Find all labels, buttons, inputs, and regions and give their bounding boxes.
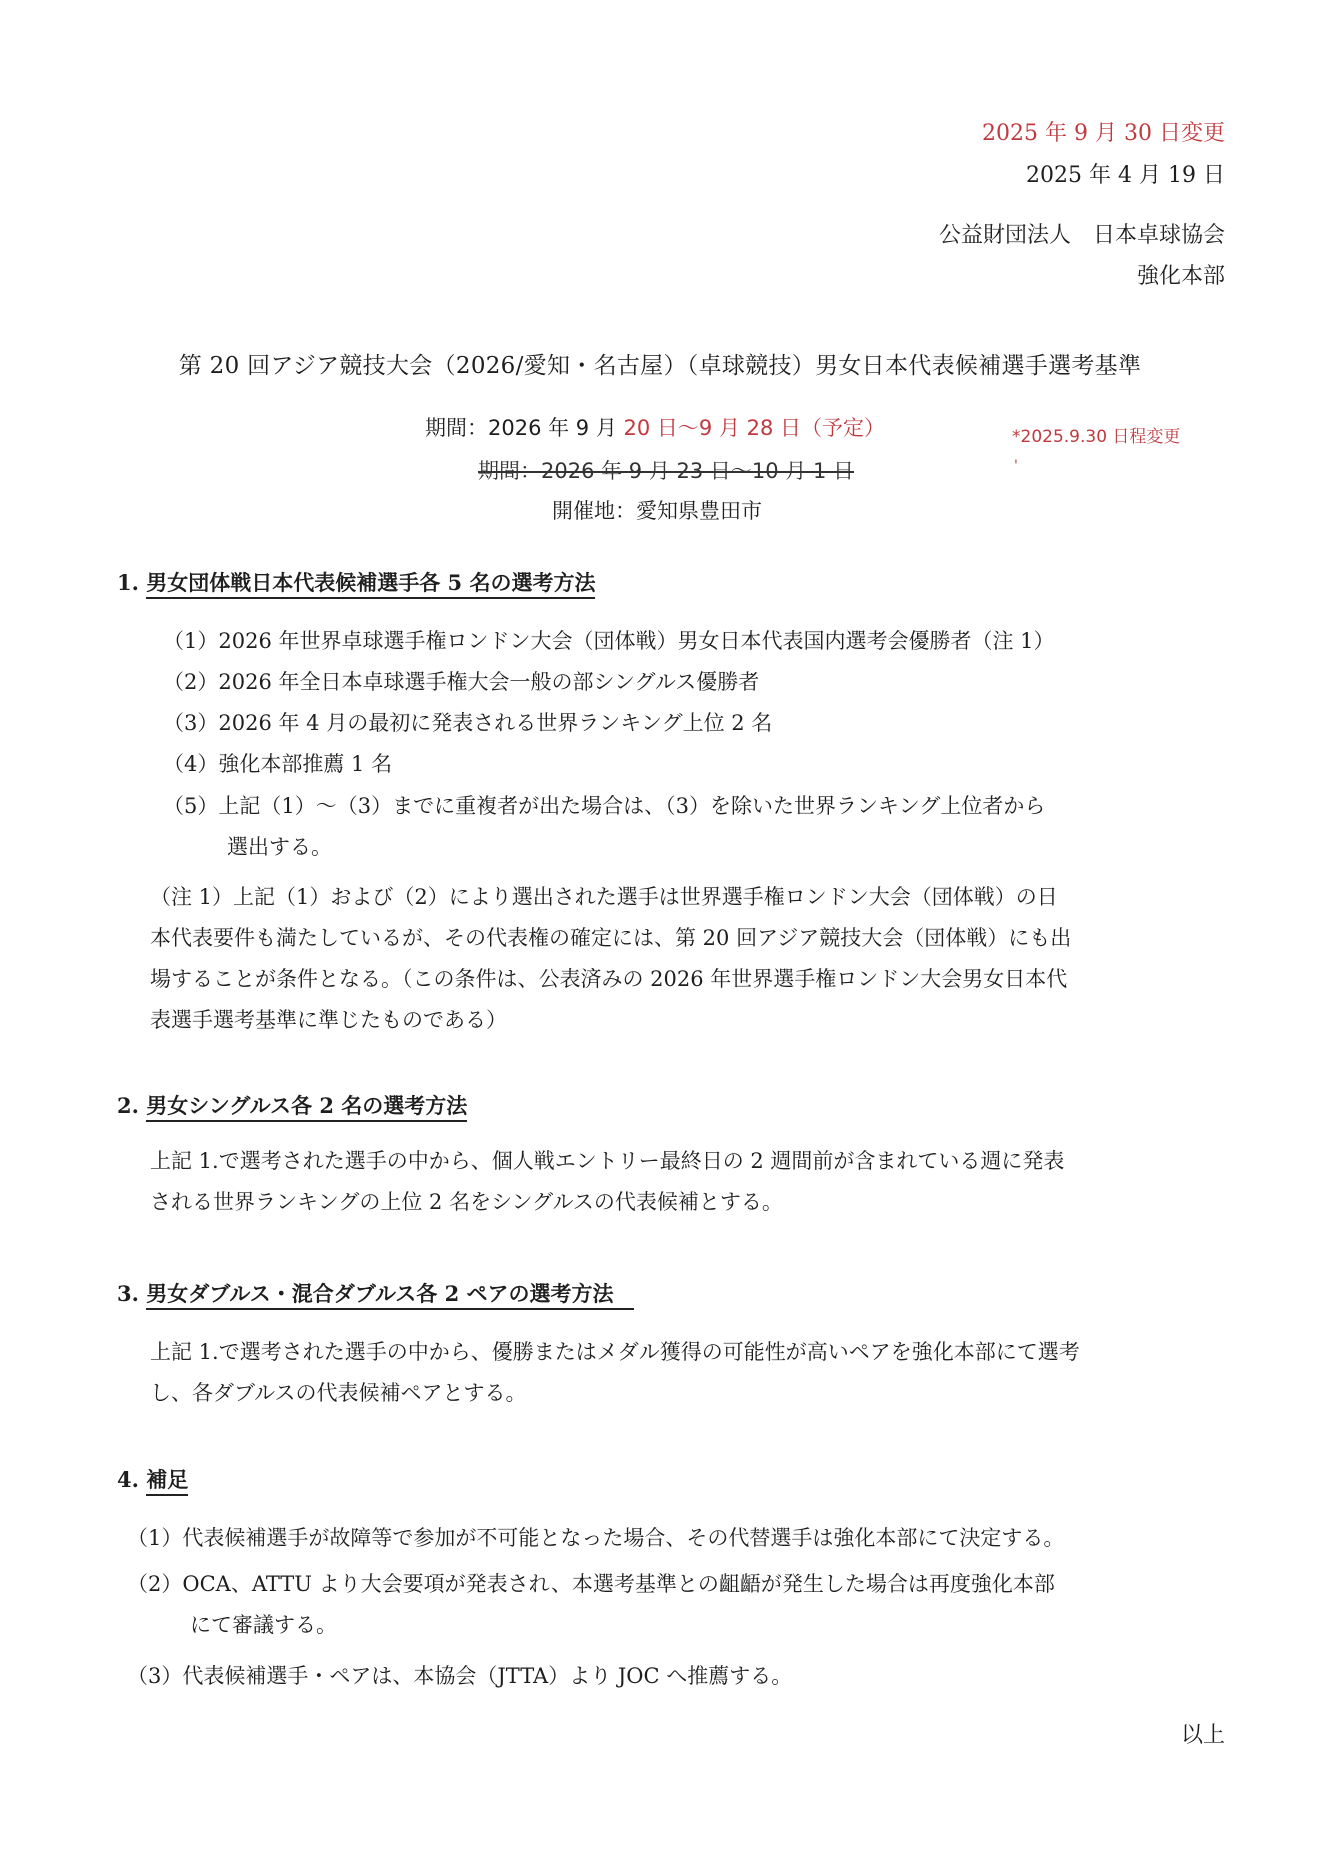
section-number: 2. bbox=[117, 1093, 139, 1118]
list-item-continuation: 選出する。 bbox=[227, 835, 332, 859]
list-item-continuation: にて審議する。 bbox=[190, 1613, 337, 1637]
old-event-period bbox=[450, 455, 882, 485]
closing-mark: 以上 bbox=[1180, 1723, 1225, 1748]
item-text: 2026 年全日本卓球選手権大会一般の部シングルス優勝者 bbox=[218, 670, 760, 694]
document-title: 第 20 回アジア競技大会（2026/愛知・名古屋）（卓球競技）男女日本代表候補選手選考基準 bbox=[178, 353, 1142, 379]
item-text: 2026 年 4 月の最初に発表される世界ランキング上位 2 名 bbox=[218, 711, 773, 735]
section-title: 男女団体戦日本代表候補選手各 5 名の選考方法 bbox=[146, 570, 595, 599]
item-marker: （2） bbox=[127, 1572, 183, 1596]
body-line: 上記 1.で選考された選手の中から、優勝またはメダル獲得の可能性が高いペアを強化本部にて選考 bbox=[150, 1340, 1080, 1364]
item-marker: （3） bbox=[127, 1664, 183, 1688]
list-item bbox=[127, 1518, 1064, 1559]
item-marker: （5） bbox=[163, 794, 219, 818]
section-number: 1. bbox=[117, 570, 139, 595]
list-item bbox=[163, 786, 1045, 827]
section-4-heading bbox=[117, 1464, 188, 1494]
item-marker: （1） bbox=[163, 629, 219, 653]
item-text: 代表候補選手が故障等で参加が不可能となった場合、その代替選手は強化本部にて決定する。 bbox=[182, 1526, 1065, 1550]
section-3-heading bbox=[117, 1278, 634, 1308]
list-item bbox=[163, 703, 772, 744]
change-note-mark: ' bbox=[1014, 458, 1018, 474]
item-marker: （2） bbox=[163, 670, 219, 694]
section-2-heading bbox=[117, 1090, 467, 1120]
item-text: 2026 年世界卓球選手権ロンドン大会（団体戦）男女日本代表国内選考会優勝者（注 1） bbox=[218, 629, 1055, 653]
list-item bbox=[163, 744, 392, 785]
period-label: 期間：2026 年 9 月 bbox=[425, 416, 624, 440]
list-item bbox=[127, 1564, 1055, 1605]
organization-name: 公益財団法人 日本卓球協会 bbox=[938, 223, 1225, 248]
list-item bbox=[163, 662, 759, 703]
item-marker: （1） bbox=[127, 1526, 183, 1550]
item-text: 上記（1）〜（3）までに重複者が出た場合は、（3）を除いた世界ランキング上位者から bbox=[218, 794, 1046, 818]
note-line: 場することが条件となる。（この条件は、公表済みの 2026 年世界選手権ロンドン大会男女日本代 bbox=[150, 967, 1068, 991]
item-marker: （3） bbox=[163, 711, 219, 735]
schedule-change-note: *2025.9.30 日程変更 bbox=[1012, 427, 1181, 447]
department-name: 強化本部 bbox=[1136, 264, 1225, 289]
section-title: 男女シングルス各 2 名の選考方法 bbox=[146, 1093, 467, 1122]
note-line: 表選手選考基準に準じたものである） bbox=[150, 1008, 507, 1032]
issue-date: 2025 年 4 月 19 日 bbox=[1026, 163, 1225, 188]
body-line: し、各ダブルスの代表候補ペアとする。 bbox=[150, 1381, 527, 1405]
section-title: 男女ダブルス・混合ダブルス各 2 ペアの選考方法 bbox=[146, 1281, 633, 1310]
item-text: 強化本部推薦 1 名 bbox=[218, 752, 393, 776]
body-line: される世界ランキングの上位 2 名をシングルスの代表候補とする。 bbox=[150, 1190, 783, 1214]
body-line: 上記 1.で選考された選手の中から、個人戦エントリー最終日の 2 週間前が含まれている週に発表 bbox=[150, 1149, 1065, 1173]
section-1-heading bbox=[117, 567, 595, 597]
item-text: 代表候補選手・ペアは、本協会（JTTA）より JOC へ推薦する。 bbox=[182, 1664, 793, 1688]
list-item bbox=[127, 1656, 792, 1697]
note-line: 本代表要件も満たしているが、その代表権の確定には、第 20 回アジア競技大会（団体戦）にも出 bbox=[150, 926, 1072, 950]
section-number: 4. bbox=[117, 1467, 139, 1492]
item-marker: （4） bbox=[163, 752, 219, 776]
revision-date: 2025 年 9 月 30 日変更 bbox=[982, 121, 1225, 146]
event-period bbox=[425, 412, 885, 442]
item-text: OCA、ATTU より大会要項が発表され、本選考基準との齟齬が発生した場合は再度強化本部 bbox=[182, 1572, 1055, 1596]
section-number: 3. bbox=[117, 1281, 139, 1306]
section-title: 補足 bbox=[146, 1467, 188, 1496]
list-item bbox=[163, 621, 1055, 662]
period-changed-dates: 20 日〜9 月 28 日（予定） bbox=[623, 416, 886, 440]
note-line: （注 1）上記（1）および（2）により選出された選手は世界選手権ロンドン大会（団体戦）の日 bbox=[150, 885, 1058, 909]
old-period-text: 期間：2026 年 9 月 23 日〜10 月 1 日 bbox=[478, 459, 855, 483]
event-venue: 開催地：愛知県豊田市 bbox=[552, 499, 762, 523]
